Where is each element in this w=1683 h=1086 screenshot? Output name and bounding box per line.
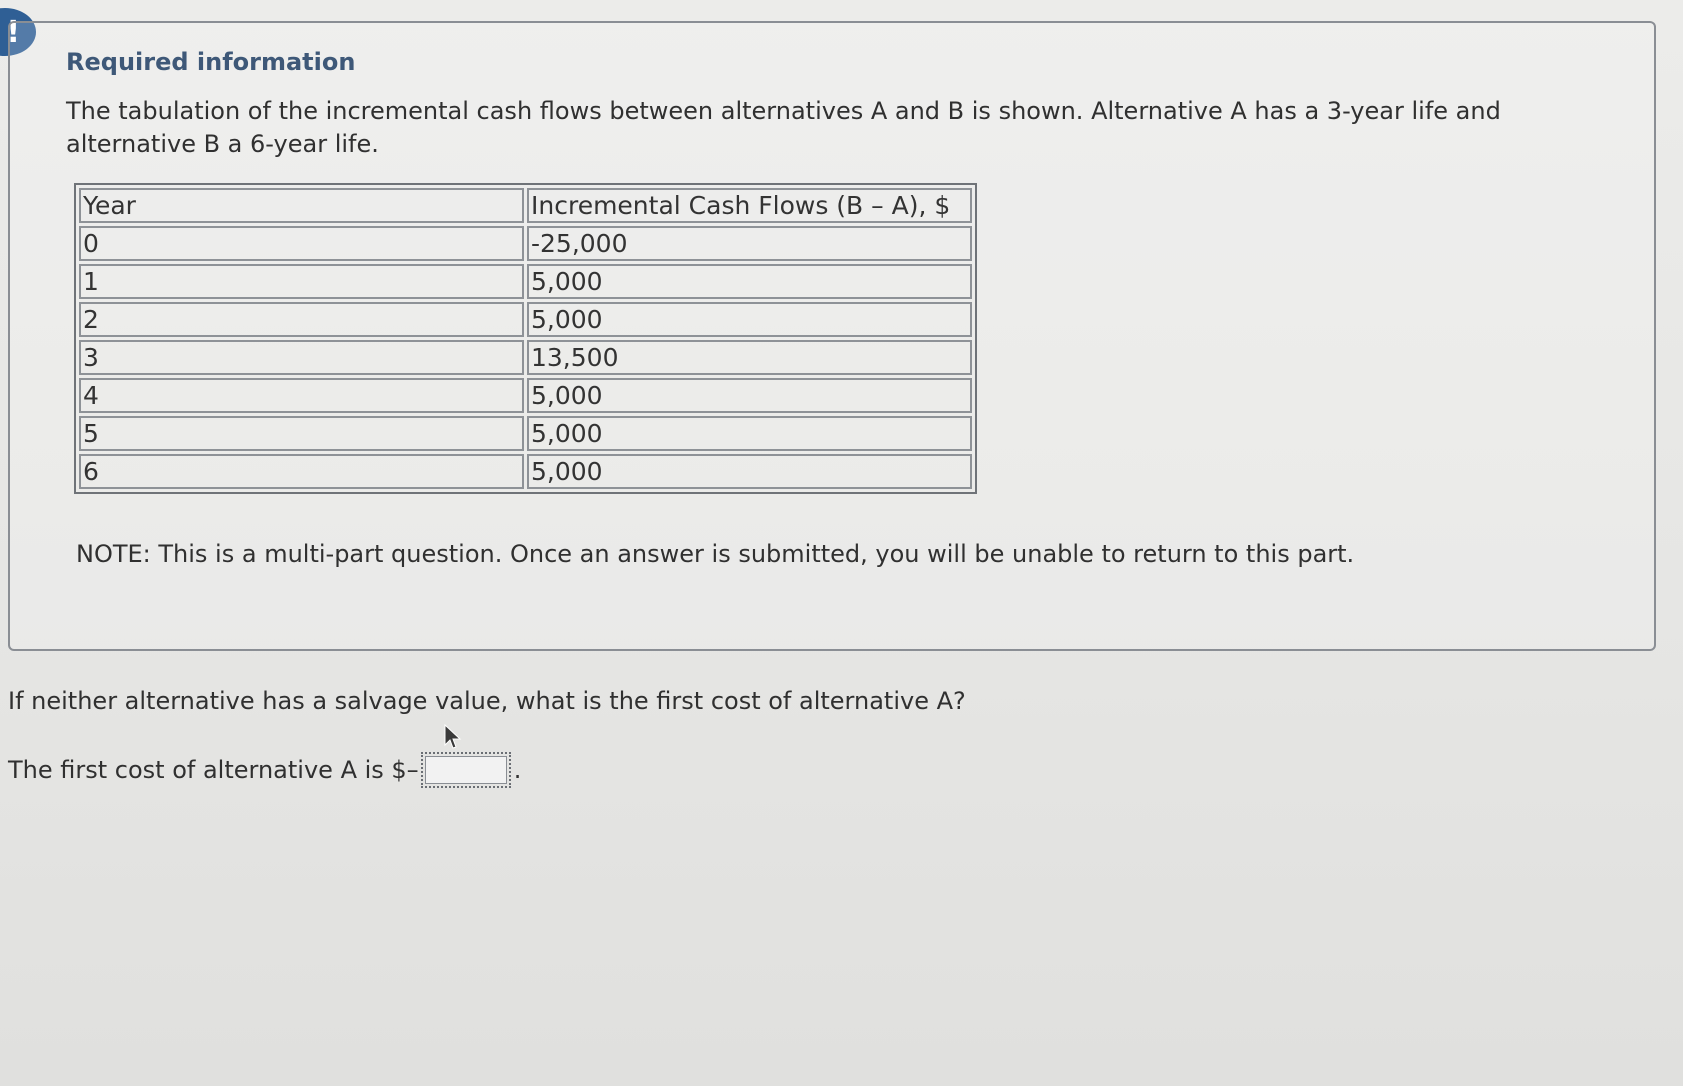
problem-intro-text: The tabulation of the incremental cash flows between alternatives A and B is shown. Alternative A has a 3-year life and alternative B a 6-year life. [66,97,1501,158]
table-row [79,226,972,261]
table-header-row [79,188,972,223]
first-cost-answer-input[interactable] [425,756,507,784]
required-information-heading: Required information [66,48,356,76]
table-row [79,302,972,337]
table-row [79,416,972,451]
year-cell: 4 [79,378,524,413]
cash-flow-cell: 5,000 [527,454,972,489]
answer-suffix: . [513,756,522,784]
cash-flow-cell: 5,000 [527,416,972,451]
table-row [79,378,972,413]
alert-symbol: ! [6,14,20,50]
cash-flow-cell: -25,000 [527,226,972,261]
header-incremental-cash-flows: Incremental Cash Flows (B – A), $ [527,188,972,223]
answer-prefix: The first cost of alternative A is $– [8,756,419,784]
cash-flow-cell: 5,000 [527,378,972,413]
mouse-cursor-icon [444,724,462,750]
incremental-cash-flow-table [74,183,977,494]
table-row [79,454,972,489]
cash-flow-cell: 5,000 [527,264,972,299]
year-cell: 0 [79,226,524,261]
header-year: Year [79,188,524,223]
table-row [79,264,972,299]
year-cell: 1 [79,264,524,299]
year-cell: 5 [79,416,524,451]
year-cell: 3 [79,340,524,375]
year-cell: 2 [79,302,524,337]
cash-flow-cell: 13,500 [527,340,972,375]
table-row [79,340,972,375]
answer-input-focus-ring [421,752,511,788]
cash-flow-cell: 5,000 [527,302,972,337]
answer-line [8,752,521,788]
multi-part-note: NOTE: This is a multi-part question. Once an answer is submitted, you will be unable to return to this part. [76,540,1355,568]
year-cell: 6 [79,454,524,489]
question-text: If neither alternative has a salvage value, what is the first cost of alternative A? [8,687,966,715]
